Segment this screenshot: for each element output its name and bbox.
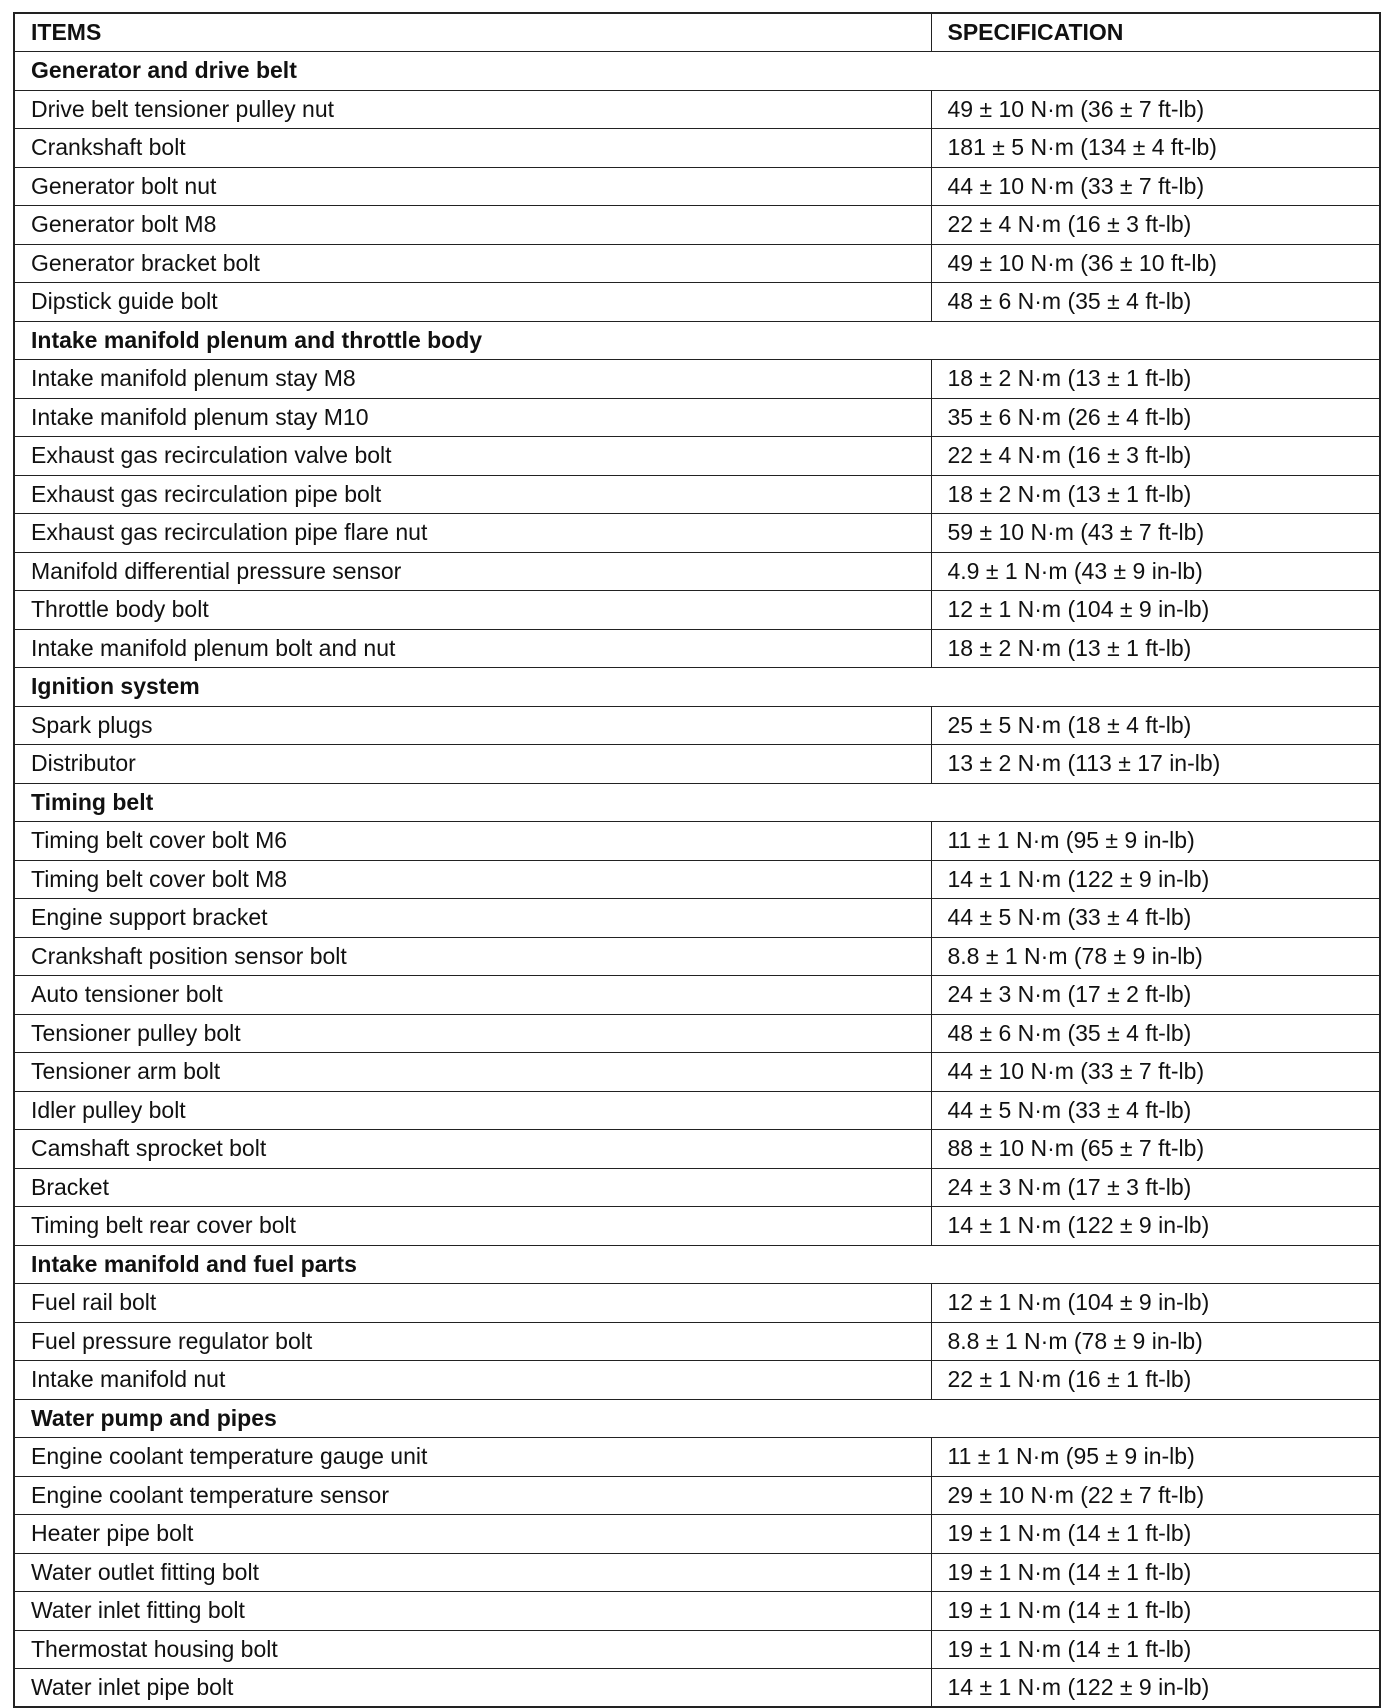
item-name-cell: Drive belt tensioner pulley nut bbox=[14, 90, 931, 129]
item-name-cell: Dipstick guide bolt bbox=[14, 283, 931, 322]
item-name-cell: Tensioner arm bolt bbox=[14, 1053, 931, 1092]
specification-cell: 88 ± 10 N·m (65 ± 7 ft-lb) bbox=[931, 1130, 1380, 1169]
item-name-cell: Fuel pressure regulator bolt bbox=[14, 1322, 931, 1361]
section-title: Intake manifold and fuel parts bbox=[14, 1245, 1380, 1284]
table-row bbox=[14, 629, 1380, 668]
item-name-cell: Camshaft sprocket bolt bbox=[14, 1130, 931, 1169]
specification-cell: 14 ± 1 N·m (122 ± 9 in-lb) bbox=[931, 1669, 1380, 1708]
section-row bbox=[14, 1399, 1380, 1438]
items-column-header: ITEMS bbox=[14, 13, 931, 52]
specification-cell: 59 ± 10 N·m (43 ± 7 ft-lb) bbox=[931, 514, 1380, 553]
specification-cell: 12 ± 1 N·m (104 ± 9 in-lb) bbox=[931, 1284, 1380, 1323]
table-row bbox=[14, 1592, 1380, 1631]
table-row bbox=[14, 1168, 1380, 1207]
section-row bbox=[14, 668, 1380, 707]
table-row bbox=[14, 1322, 1380, 1361]
specification-cell: 19 ± 1 N·m (14 ± 1 ft-lb) bbox=[931, 1630, 1380, 1669]
item-name-cell: Auto tensioner bolt bbox=[14, 976, 931, 1015]
table-row bbox=[14, 437, 1380, 476]
item-name-cell: Exhaust gas recirculation pipe flare nut bbox=[14, 514, 931, 553]
section-title: Timing belt bbox=[14, 783, 1380, 822]
spec-table-body bbox=[14, 52, 1380, 1708]
item-name-cell: Intake manifold nut bbox=[14, 1361, 931, 1400]
specification-cell: 11 ± 1 N·m (95 ± 9 in-lb) bbox=[931, 1438, 1380, 1477]
specification-cell: 19 ± 1 N·m (14 ± 1 ft-lb) bbox=[931, 1515, 1380, 1554]
table-row bbox=[14, 1476, 1380, 1515]
table-row bbox=[14, 552, 1380, 591]
specification-cell: 22 ± 1 N·m (16 ± 1 ft-lb) bbox=[931, 1361, 1380, 1400]
table-row bbox=[14, 1207, 1380, 1246]
specification-cell: 14 ± 1 N·m (122 ± 9 in-lb) bbox=[931, 860, 1380, 899]
specification-cell: 22 ± 4 N·m (16 ± 3 ft-lb) bbox=[931, 437, 1380, 476]
specification-cell: 49 ± 10 N·m (36 ± 7 ft-lb) bbox=[931, 90, 1380, 129]
item-name-cell: Generator bolt M8 bbox=[14, 206, 931, 245]
item-name-cell: Idler pulley bolt bbox=[14, 1091, 931, 1130]
table-row bbox=[14, 976, 1380, 1015]
specification-cell: 181 ± 5 N·m (134 ± 4 ft-lb) bbox=[931, 129, 1380, 168]
table-row bbox=[14, 1284, 1380, 1323]
specification-cell: 22 ± 4 N·m (16 ± 3 ft-lb) bbox=[931, 206, 1380, 245]
table-row bbox=[14, 1361, 1380, 1400]
item-name-cell: Manifold differential pressure sensor bbox=[14, 552, 931, 591]
table-row bbox=[14, 860, 1380, 899]
torque-spec-table bbox=[13, 12, 1381, 1708]
table-row bbox=[14, 244, 1380, 283]
item-name-cell: Crankshaft bolt bbox=[14, 129, 931, 168]
table-row bbox=[14, 90, 1380, 129]
table-row bbox=[14, 398, 1380, 437]
table-row bbox=[14, 1130, 1380, 1169]
section-row bbox=[14, 1245, 1380, 1284]
item-name-cell: Fuel rail bolt bbox=[14, 1284, 931, 1323]
item-name-cell: Engine coolant temperature gauge unit bbox=[14, 1438, 931, 1477]
item-name-cell: Generator bracket bolt bbox=[14, 244, 931, 283]
section-title: Generator and drive belt bbox=[14, 52, 1380, 91]
table-row bbox=[14, 1515, 1380, 1554]
item-name-cell: Water inlet fitting bolt bbox=[14, 1592, 931, 1631]
specification-cell: 8.8 ± 1 N·m (78 ± 9 in-lb) bbox=[931, 937, 1380, 976]
specification-cell: 13 ± 2 N·m (113 ± 17 in-lb) bbox=[931, 745, 1380, 784]
table-row bbox=[14, 1014, 1380, 1053]
table-header-row bbox=[14, 13, 1380, 52]
specification-cell: 4.9 ± 1 N·m (43 ± 9 in-lb) bbox=[931, 552, 1380, 591]
table-row bbox=[14, 1091, 1380, 1130]
section-title: Intake manifold plenum and throttle body bbox=[14, 321, 1380, 360]
item-name-cell: Thermostat housing bolt bbox=[14, 1630, 931, 1669]
specification-cell: 14 ± 1 N·m (122 ± 9 in-lb) bbox=[931, 1207, 1380, 1246]
table-row bbox=[14, 706, 1380, 745]
item-name-cell: Bracket bbox=[14, 1168, 931, 1207]
table-row bbox=[14, 822, 1380, 861]
item-name-cell: Water inlet pipe bolt bbox=[14, 1669, 931, 1708]
specification-cell: 24 ± 3 N·m (17 ± 2 ft-lb) bbox=[931, 976, 1380, 1015]
item-name-cell: Intake manifold plenum stay M10 bbox=[14, 398, 931, 437]
section-title: Ignition system bbox=[14, 668, 1380, 707]
item-name-cell: Distributor bbox=[14, 745, 931, 784]
section-row bbox=[14, 52, 1380, 91]
specification-cell: 48 ± 6 N·m (35 ± 4 ft-lb) bbox=[931, 1014, 1380, 1053]
specification-cell: 24 ± 3 N·m (17 ± 3 ft-lb) bbox=[931, 1168, 1380, 1207]
specification-cell: 29 ± 10 N·m (22 ± 7 ft-lb) bbox=[931, 1476, 1380, 1515]
specification-cell: 18 ± 2 N·m (13 ± 1 ft-lb) bbox=[931, 360, 1380, 399]
specification-cell: 49 ± 10 N·m (36 ± 10 ft-lb) bbox=[931, 244, 1380, 283]
specification-column-header: SPECIFICATION bbox=[931, 13, 1380, 52]
specification-cell: 25 ± 5 N·m (18 ± 4 ft-lb) bbox=[931, 706, 1380, 745]
item-name-cell: Generator bolt nut bbox=[14, 167, 931, 206]
specification-cell: 8.8 ± 1 N·m (78 ± 9 in-lb) bbox=[931, 1322, 1380, 1361]
item-name-cell: Intake manifold plenum stay M8 bbox=[14, 360, 931, 399]
table-row bbox=[14, 1438, 1380, 1477]
table-row bbox=[14, 129, 1380, 168]
specification-cell: 12 ± 1 N·m (104 ± 9 in-lb) bbox=[931, 591, 1380, 630]
item-name-cell: Timing belt cover bolt M8 bbox=[14, 860, 931, 899]
specification-cell: 19 ± 1 N·m (14 ± 1 ft-lb) bbox=[931, 1592, 1380, 1631]
section-row bbox=[14, 783, 1380, 822]
specification-cell: 48 ± 6 N·m (35 ± 4 ft-lb) bbox=[931, 283, 1380, 322]
table-row bbox=[14, 514, 1380, 553]
item-name-cell: Timing belt cover bolt M6 bbox=[14, 822, 931, 861]
specification-cell: 11 ± 1 N·m (95 ± 9 in-lb) bbox=[931, 822, 1380, 861]
table-row bbox=[14, 1053, 1380, 1092]
specification-cell: 35 ± 6 N·m (26 ± 4 ft-lb) bbox=[931, 398, 1380, 437]
table-row bbox=[14, 1553, 1380, 1592]
table-row bbox=[14, 899, 1380, 938]
specification-cell: 44 ± 5 N·m (33 ± 4 ft-lb) bbox=[931, 899, 1380, 938]
table-row bbox=[14, 745, 1380, 784]
specification-cell: 18 ± 2 N·m (13 ± 1 ft-lb) bbox=[931, 475, 1380, 514]
specification-cell: 19 ± 1 N·m (14 ± 1 ft-lb) bbox=[931, 1553, 1380, 1592]
item-name-cell: Timing belt rear cover bolt bbox=[14, 1207, 931, 1246]
table-row bbox=[14, 206, 1380, 245]
table-row bbox=[14, 475, 1380, 514]
table-row bbox=[14, 360, 1380, 399]
item-name-cell: Exhaust gas recirculation pipe bolt bbox=[14, 475, 931, 514]
item-name-cell: Crankshaft position sensor bolt bbox=[14, 937, 931, 976]
item-name-cell: Spark plugs bbox=[14, 706, 931, 745]
specification-cell: 44 ± 10 N·m (33 ± 7 ft-lb) bbox=[931, 1053, 1380, 1092]
specification-cell: 18 ± 2 N·m (13 ± 1 ft-lb) bbox=[931, 629, 1380, 668]
specification-cell: 44 ± 5 N·m (33 ± 4 ft-lb) bbox=[931, 1091, 1380, 1130]
section-title: Water pump and pipes bbox=[14, 1399, 1380, 1438]
table-row bbox=[14, 1669, 1380, 1708]
table-row bbox=[14, 167, 1380, 206]
table-row bbox=[14, 1630, 1380, 1669]
table-row bbox=[14, 937, 1380, 976]
item-name-cell: Throttle body bolt bbox=[14, 591, 931, 630]
item-name-cell: Tensioner pulley bolt bbox=[14, 1014, 931, 1053]
specification-cell: 44 ± 10 N·m (33 ± 7 ft-lb) bbox=[931, 167, 1380, 206]
item-name-cell: Intake manifold plenum bolt and nut bbox=[14, 629, 931, 668]
item-name-cell: Engine support bracket bbox=[14, 899, 931, 938]
item-name-cell: Heater pipe bolt bbox=[14, 1515, 931, 1554]
table-row bbox=[14, 591, 1380, 630]
item-name-cell: Water outlet fitting bolt bbox=[14, 1553, 931, 1592]
section-row bbox=[14, 321, 1380, 360]
item-name-cell: Engine coolant temperature sensor bbox=[14, 1476, 931, 1515]
item-name-cell: Exhaust gas recirculation valve bolt bbox=[14, 437, 931, 476]
table-row bbox=[14, 283, 1380, 322]
